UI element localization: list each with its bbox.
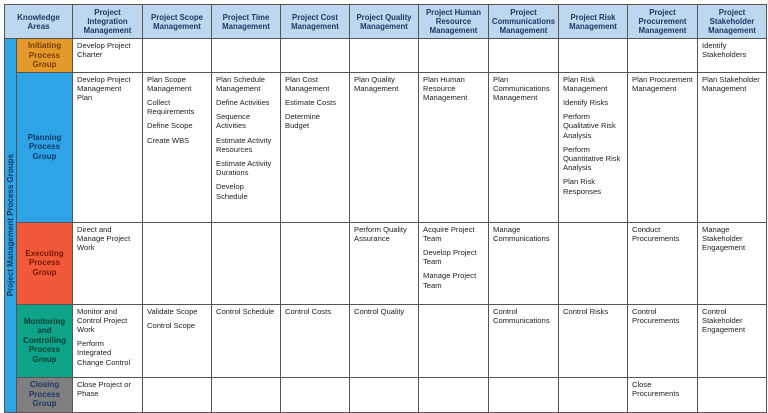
cell-quality [350,222,419,304]
process-item: Perform Integrated Change Control [77,339,131,367]
process-item: Direct and Manage Project Work [77,224,131,252]
process-item: Sequence Activities [216,112,251,131]
process-item: Manage Communications [493,224,550,243]
group-label-executing: Executing Process Group [17,222,73,304]
group-label-planning: Planning Process Group [17,72,73,222]
cell-human-resource [419,72,489,222]
cell-procurement [628,39,698,73]
cell-stakeholder [698,304,767,377]
cell-procurement [628,72,698,222]
process-item: Manage Stakeholder Engagement [702,224,746,252]
process-item: Control Stakeholder Engagement [702,306,746,334]
process-item: Plan Schedule Management [216,74,265,93]
process-item: Plan Quality Management [354,74,399,93]
process-item: Collect Requirements [147,97,195,117]
process-item: Control Scope [147,320,196,330]
cell-human-resource [419,222,489,304]
cell-communications [489,377,559,412]
process-item: Create WBS [147,135,190,145]
process-item: Identify Risks [563,97,609,107]
knowledge-areas-header: Knowledge Areas [5,5,73,39]
side-label-text: Project Management Process Groups [5,154,15,297]
cell-quality [350,377,419,412]
process-item: Plan Communications Management [493,74,550,102]
cell-quality [350,39,419,73]
cell-communications [489,222,559,304]
cell-stakeholder [698,377,767,412]
cell-scope [143,377,212,412]
cell-integration [73,222,143,304]
cell-cost [281,72,350,222]
process-item: Control Quality [354,306,405,316]
cell-cost [281,304,350,377]
process-item: Plan Scope Management [147,74,192,93]
process-item: Control Costs [285,306,332,316]
column-header-cost: Project Cost Management [281,5,350,39]
cell-scope [143,222,212,304]
cell-integration [73,72,143,222]
group-label-monitoring-controlling: Monitoring and Controlling Process Group [17,304,73,377]
process-item: Determine Budget [285,112,321,131]
cell-procurement [628,377,698,412]
row-planning [5,72,767,222]
cell-risk [559,39,628,73]
process-item: Perform Quantitative Risk Analysis [563,144,621,173]
cell-time [212,304,281,377]
cell-integration [73,304,143,377]
process-item: Control Risks [563,306,609,316]
process-item: Plan Human Resource Management [423,74,468,102]
cell-time [212,377,281,412]
cell-integration [73,39,143,73]
process-item: Perform Quality Assurance [354,224,407,243]
process-item: Plan Cost Management [285,74,330,93]
group-label-closing: Closing Process Group [17,377,73,412]
column-header-integration: Project Integration Management [73,5,143,39]
process-item: Close Project or Phase [77,379,132,398]
process-item: Control Procurements [632,306,680,325]
process-item: Control Communications [493,306,550,325]
process-item: Conduct Procurements [632,224,680,243]
cell-time [212,222,281,304]
column-header-human-resource: Project Human Resource Management [419,5,489,39]
row-monitoring-controlling [5,304,767,377]
process-item: Estimate Activity Resources [216,135,272,154]
row-closing [5,377,767,412]
process-item: Acquire Project Team [423,224,475,243]
cell-risk [559,72,628,222]
cell-communications [489,72,559,222]
cell-integration [73,377,143,412]
process-matrix [4,4,766,410]
cell-procurement [628,222,698,304]
column-header-communications: Project Communications Management [489,5,559,39]
process-item: Validate Scope [147,306,198,316]
cell-risk [559,304,628,377]
column-header-risk: Project Risk Management [559,5,628,39]
process-item: Perform Qualitative Risk Analysis [563,112,616,140]
process-groups-table [4,4,767,413]
column-header-procurement: Project Procurement Management [628,5,698,39]
process-item: Control Schedule [216,306,275,316]
process-item: Develop Project Team [423,247,477,267]
cell-human-resource [419,304,489,377]
cell-risk [559,222,628,304]
cell-scope [143,39,212,73]
process-item: Identify Stakeholders [702,41,747,60]
cell-communications [489,39,559,73]
process-item: Plan Procurement Management [632,74,693,93]
row-initiating [5,39,767,73]
column-header-stakeholder: Project Stakeholder Management [698,5,767,39]
process-item: Develop Schedule [216,182,248,201]
cell-risk [559,377,628,412]
column-header-time: Project Time Management [212,5,281,39]
process-groups-side-label [5,39,17,413]
header-row [5,5,767,39]
process-item: Develop Project Management Plan [77,74,131,102]
cell-scope [143,304,212,377]
column-header-scope: Project Scope Management [143,5,212,39]
process-item: Estimate Activity Durations [216,158,272,178]
cell-procurement [628,304,698,377]
cell-scope [143,72,212,222]
cell-stakeholder [698,39,767,73]
process-item: Plan Risk Responses [563,177,601,196]
process-item: Close Procurements [632,379,680,398]
group-label-initiating: Initiating Process Group [17,39,73,73]
process-item: Define Scope [147,121,193,131]
process-item: Define Activities [216,97,270,107]
cell-quality [350,72,419,222]
process-item: Monitor and Control Project Work [77,306,128,334]
cell-time [212,39,281,73]
cell-cost [281,39,350,73]
cell-cost [281,222,350,304]
process-item: Plan Stakeholder Management [702,74,760,93]
column-header-quality: Project Quality Management [350,5,419,39]
process-item: Estimate Costs [285,97,337,107]
process-item: Develop Project Charter [77,41,131,60]
cell-quality [350,304,419,377]
cell-time [212,72,281,222]
process-item: Manage Project Team [423,271,477,290]
cell-stakeholder [698,222,767,304]
cell-cost [281,377,350,412]
cell-stakeholder [698,72,767,222]
process-item: Plan Risk Management [563,74,608,93]
cell-human-resource [419,39,489,73]
cell-human-resource [419,377,489,412]
row-executing [5,222,767,304]
cell-communications [489,304,559,377]
